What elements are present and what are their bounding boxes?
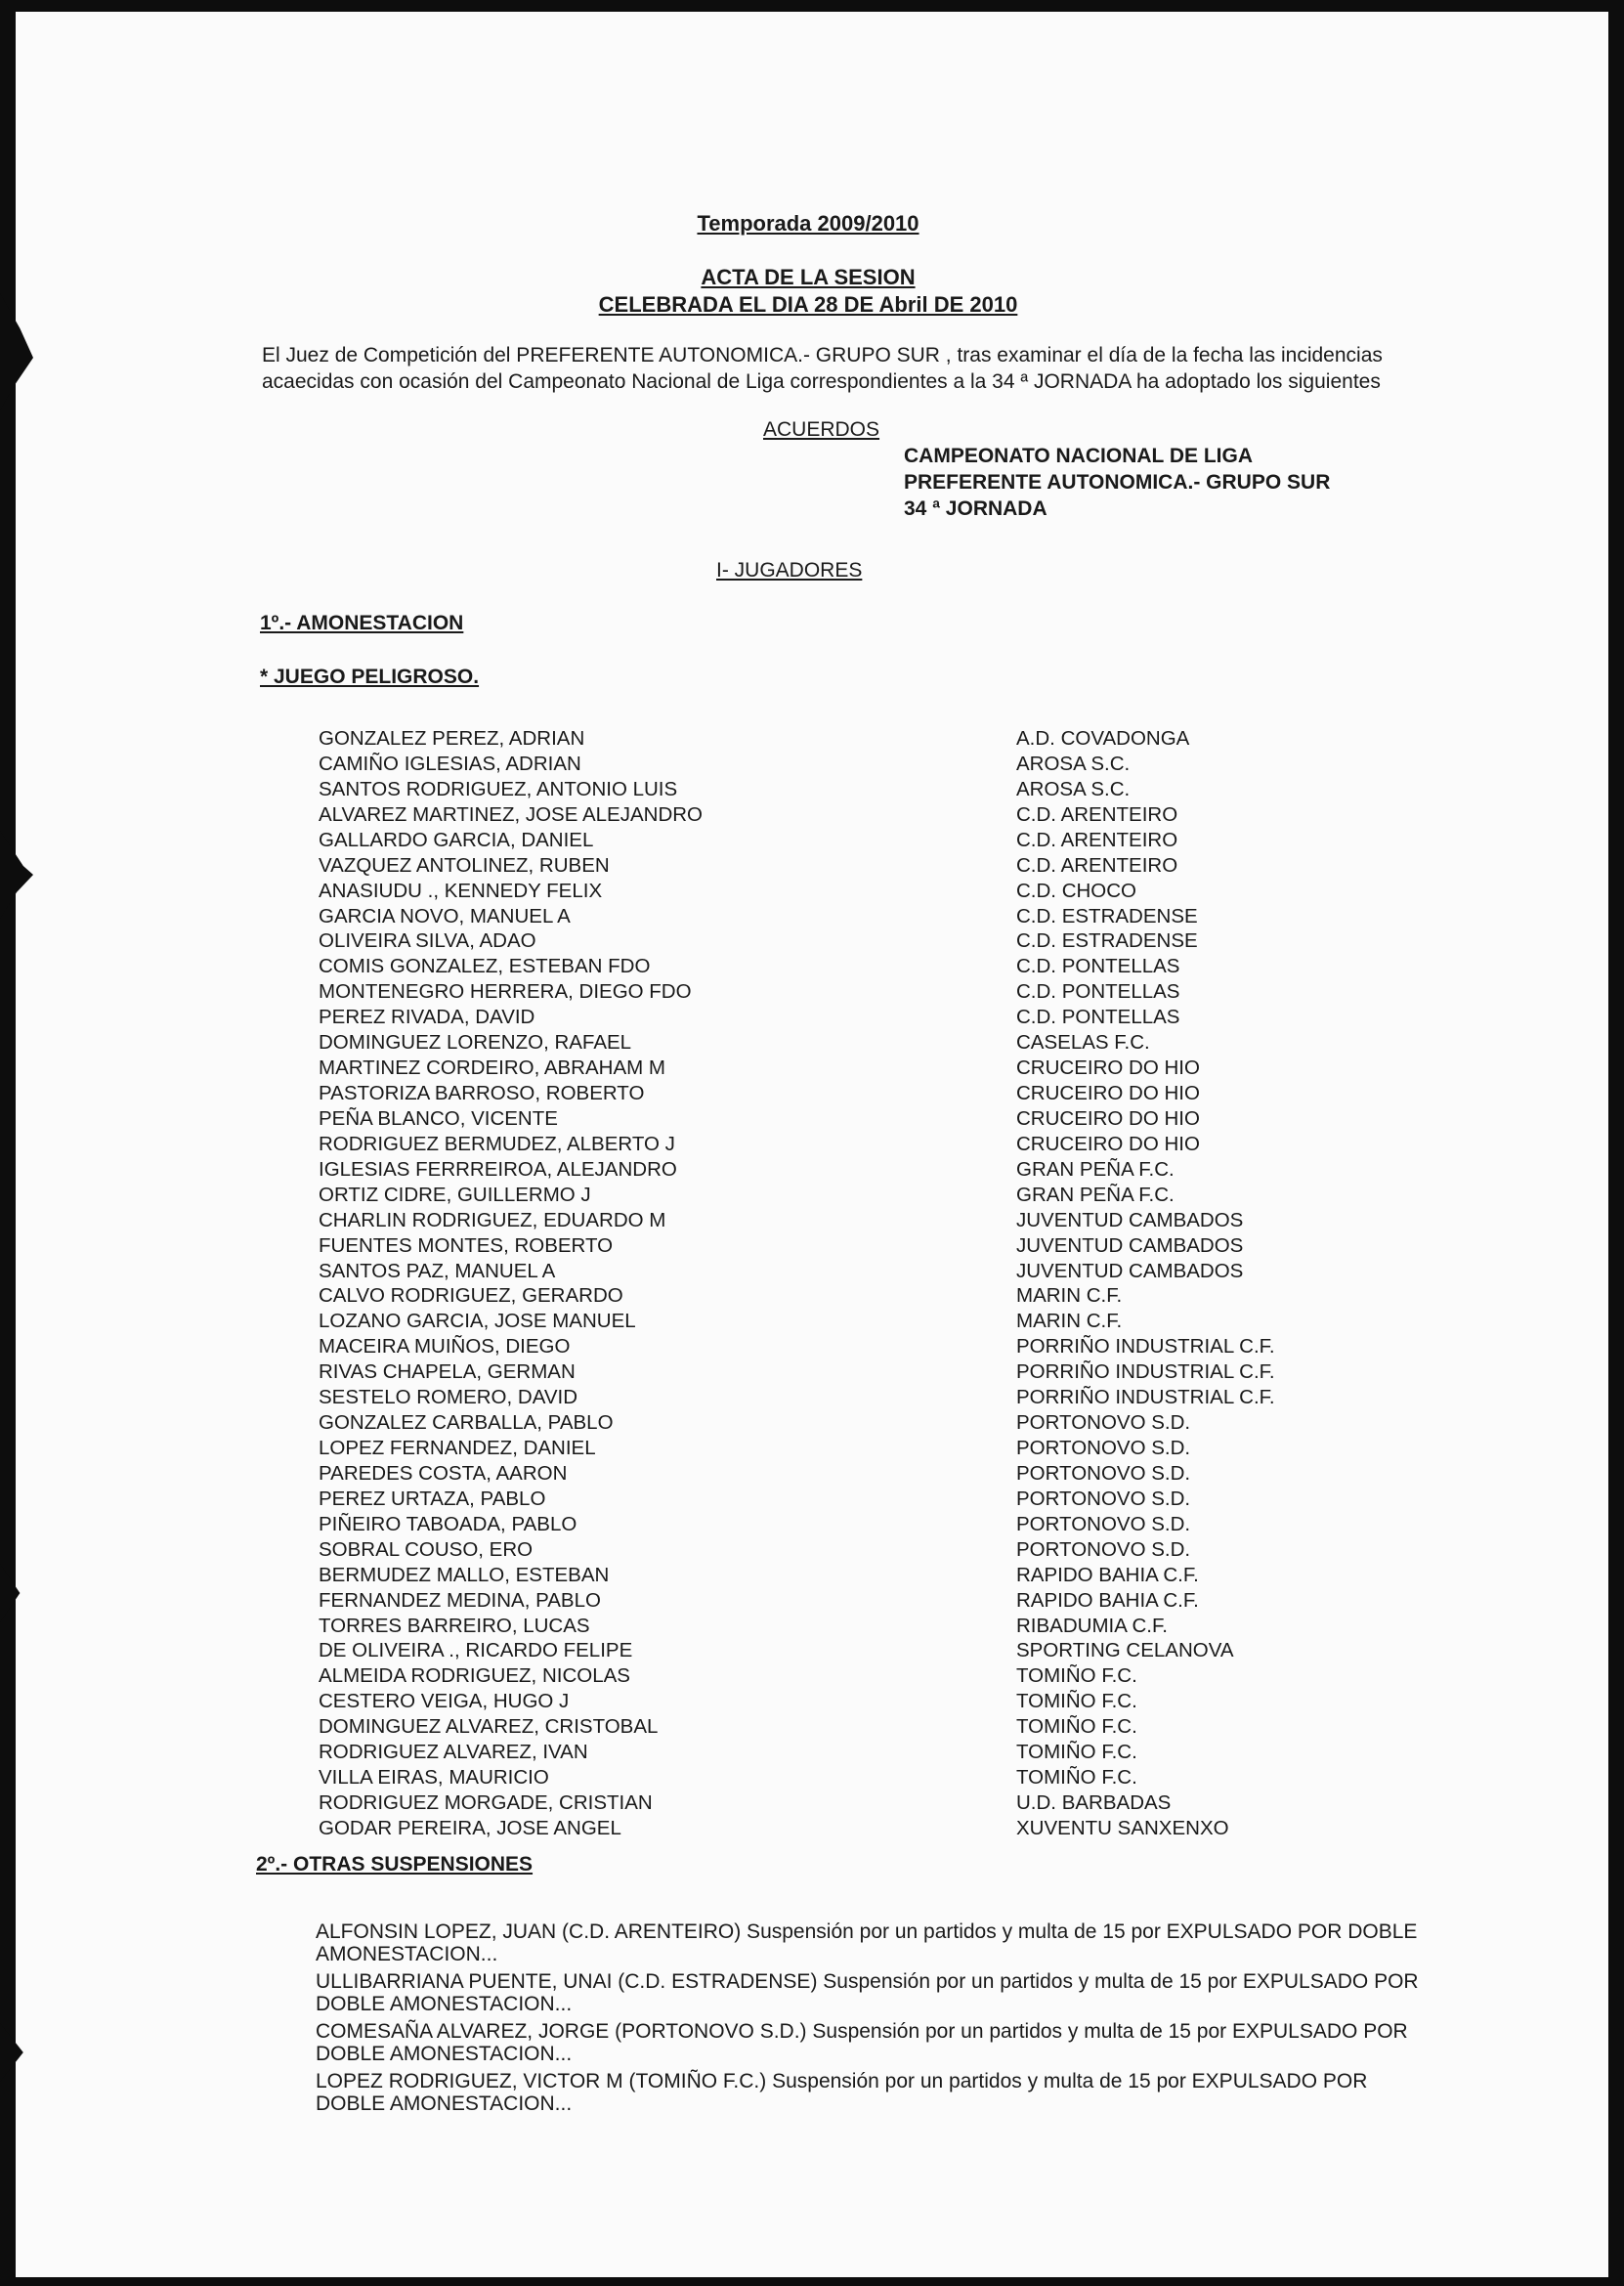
player-club: C.D. CHOCO bbox=[1016, 879, 1136, 902]
player-row bbox=[16, 905, 1608, 930]
player-club: TOMIÑO F.C. bbox=[1016, 1741, 1137, 1764]
player-name: GODAR PEREIRA, JOSE ANGEL bbox=[319, 1816, 621, 1839]
player-club: PORTONOVO S.D. bbox=[1016, 1512, 1191, 1535]
acta-date: CELEBRADA EL DIA 28 DE Abril DE 2010 bbox=[598, 292, 1018, 317]
player-club: AROSA S.C. bbox=[1016, 752, 1131, 775]
suspension-1-line-2: AMONESTACION... bbox=[316, 1943, 498, 1965]
player-club: A.D. COVADONGA bbox=[1016, 727, 1190, 750]
player-club: C.D. ARENTEIRO bbox=[1016, 853, 1178, 877]
otras-suspensiones-heading: 2º.- OTRAS SUSPENSIONES bbox=[256, 1853, 534, 1876]
player-row bbox=[16, 1310, 1608, 1335]
player-club: C.D. PONTELLAS bbox=[1016, 1006, 1180, 1029]
player-club: CRUCEIRO DO HIO bbox=[1016, 1057, 1200, 1080]
player-row bbox=[16, 1462, 1608, 1488]
player-club: PORTONOVO S.D. bbox=[1016, 1411, 1191, 1435]
player-name: MACEIRA MUIÑOS, DIEGO bbox=[319, 1335, 571, 1359]
player-row bbox=[16, 1284, 1608, 1310]
player-row bbox=[16, 1057, 1608, 1082]
player-row bbox=[16, 1031, 1608, 1057]
suspension-3-line-1: COMESAÑA ALVAREZ, JORGE (PORTONOVO S.D.) Suspensión por un partidos y multa de 15 por EXPULSADO POR bbox=[316, 2020, 1408, 2043]
player-name: SANTOS PAZ, MANUEL A bbox=[319, 1259, 556, 1282]
player-club: RAPIDO BAHIA C.F. bbox=[1016, 1588, 1199, 1612]
player-name: CALVO RODRIGUEZ, GERARDO bbox=[319, 1284, 623, 1308]
player-name: PAREDES COSTA, AARON bbox=[319, 1461, 568, 1485]
player-club: CRUCEIRO DO HIO bbox=[1016, 1106, 1200, 1130]
player-name: ALMEIDA RODRIGUEZ, NICOLAS bbox=[319, 1664, 630, 1688]
suspension-4-line-1: LOPEZ RODRIGUEZ, VICTOR M (TOMIÑO F.C.) Suspensión por un partidos y multa de 15 por EXPULSADO POR bbox=[316, 2070, 1368, 2092]
player-club: JUVENTUD CAMBADOS bbox=[1016, 1233, 1244, 1257]
player-name: ANASIUDU ., KENNEDY FELIX bbox=[319, 879, 603, 902]
player-row bbox=[16, 955, 1608, 980]
player-name: VAZQUEZ ANTOLINEZ, RUBEN bbox=[319, 853, 610, 877]
acuerdos-heading: ACUERDOS bbox=[763, 418, 880, 441]
player-name: TORRES BARREIRO, LUCAS bbox=[319, 1614, 590, 1637]
player-club: PORTONOVO S.D. bbox=[1016, 1537, 1191, 1561]
intro-paragraph-line-2: acaecidas con ocasión del Campeonato Nacional de Liga correspondientes a la 34 ª JORNADA ha adoptado los siguientes bbox=[262, 370, 1381, 393]
player-row bbox=[16, 1615, 1608, 1640]
player-row bbox=[16, 1715, 1608, 1741]
player-row bbox=[16, 778, 1608, 803]
player-row bbox=[16, 829, 1608, 854]
player-club: C.D. ARENTEIRO bbox=[1016, 802, 1178, 826]
player-name: PIÑEIRO TABOADA, PABLO bbox=[319, 1512, 577, 1535]
player-name: PEREZ URTAZA, PABLO bbox=[319, 1487, 546, 1510]
player-name: RODRIGUEZ ALVAREZ, IVAN bbox=[319, 1741, 588, 1764]
player-name: GARCIA NOVO, MANUEL A bbox=[319, 904, 571, 927]
player-name: GONZALEZ CARBALLA, PABLO bbox=[319, 1411, 614, 1435]
player-club: MARIN C.F. bbox=[1016, 1284, 1123, 1308]
player-name: DOMINGUEZ ALVAREZ, CRISTOBAL bbox=[319, 1715, 659, 1739]
player-name: RIVAS CHAPELA, GERMAN bbox=[319, 1360, 576, 1384]
player-club: SPORTING CELANOVA bbox=[1016, 1639, 1234, 1662]
player-club: C.D. PONTELLAS bbox=[1016, 955, 1180, 978]
player-name: CESTERO VEIGA, HUGO J bbox=[319, 1690, 570, 1713]
player-name: RODRIGUEZ MORGADE, CRISTIAN bbox=[319, 1791, 653, 1815]
player-row bbox=[16, 1791, 1608, 1817]
suspension-2-line-1: ULLIBARRIANA PUENTE, UNAI (C.D. ESTRADENSE) Suspensión por un partidos y multa de 15 por EXPULSADO POR bbox=[316, 1970, 1419, 1993]
player-name: ALVAREZ MARTINEZ, JOSE ALEJANDRO bbox=[319, 802, 704, 826]
player-row bbox=[16, 1817, 1608, 1842]
player-name: DE OLIVEIRA ., RICARDO FELIPE bbox=[319, 1639, 633, 1662]
championship-line-2: PREFERENTE AUTONOMICA.- GRUPO SUR bbox=[904, 471, 1331, 494]
player-name: IGLESIAS FERRREIROA, ALEJANDRO bbox=[319, 1157, 677, 1181]
player-row bbox=[16, 1006, 1608, 1031]
player-name: OLIVEIRA SILVA, ADAO bbox=[319, 929, 536, 953]
player-club: C.D. ESTRADENSE bbox=[1016, 904, 1198, 927]
player-row bbox=[16, 1664, 1608, 1690]
player-club: TOMIÑO F.C. bbox=[1016, 1766, 1137, 1790]
player-row bbox=[16, 980, 1608, 1006]
player-club: RAPIDO BAHIA C.F. bbox=[1016, 1563, 1199, 1586]
player-row bbox=[16, 1335, 1608, 1360]
player-name: BERMUDEZ MALLO, ESTEBAN bbox=[319, 1563, 610, 1586]
player-row bbox=[16, 1082, 1608, 1107]
season-title: Temporada 2009/2010 bbox=[697, 211, 919, 236]
player-row bbox=[16, 1513, 1608, 1538]
player-row bbox=[16, 880, 1608, 905]
player-name: ORTIZ CIDRE, GUILLERMO J bbox=[319, 1183, 591, 1206]
player-name: CAMIÑO IGLESIAS, ADRIAN bbox=[319, 752, 581, 775]
player-club: AROSA S.C. bbox=[1016, 777, 1131, 800]
document-page bbox=[16, 12, 1608, 2277]
suspension-1-line-1: ALFONSIN LOPEZ, JUAN (C.D. ARENTEIRO) Suspensión por un partidos y multa de 15 por EXPULSADO POR DOBLE bbox=[316, 1920, 1418, 1943]
player-row bbox=[16, 1209, 1608, 1234]
player-row bbox=[16, 1133, 1608, 1158]
player-name: SOBRAL COUSO, ERO bbox=[319, 1537, 534, 1561]
player-club: TOMIÑO F.C. bbox=[1016, 1664, 1137, 1688]
player-row bbox=[16, 1158, 1608, 1184]
player-row bbox=[16, 1488, 1608, 1513]
player-name: COMIS GONZALEZ, ESTEBAN FDO bbox=[319, 955, 651, 978]
player-row bbox=[16, 753, 1608, 778]
player-name: FUENTES MONTES, ROBERTO bbox=[319, 1233, 614, 1257]
player-club: TOMIÑO F.C. bbox=[1016, 1690, 1137, 1713]
player-club: GRAN PEÑA F.C. bbox=[1016, 1183, 1175, 1206]
player-club: U.D. BARBADAS bbox=[1016, 1791, 1172, 1815]
section-jugadores-heading: I- JUGADORES bbox=[716, 559, 863, 582]
player-row bbox=[16, 1260, 1608, 1285]
player-name: LOZANO GARCIA, JOSE MANUEL bbox=[319, 1310, 636, 1333]
player-name: FERNANDEZ MEDINA, PABLO bbox=[319, 1588, 601, 1612]
player-row bbox=[16, 1234, 1608, 1260]
player-row bbox=[16, 854, 1608, 880]
player-club: C.D. ARENTEIRO bbox=[1016, 828, 1178, 851]
player-name: MONTENEGRO HERRERA, DIEGO FDO bbox=[319, 980, 692, 1004]
player-row bbox=[16, 1437, 1608, 1462]
player-club: C.D. PONTELLAS bbox=[1016, 980, 1180, 1004]
player-name: SESTELO ROMERO, DAVID bbox=[319, 1386, 578, 1409]
player-name: VILLA EIRAS, MAURICIO bbox=[319, 1766, 549, 1790]
intro-paragraph-line-1: El Juez de Competición del PREFERENTE AUTONOMICA.- GRUPO SUR , tras examinar el día de la fecha las incidencias bbox=[262, 344, 1383, 367]
player-name: CHARLIN RODRIGUEZ, EDUARDO M bbox=[319, 1208, 666, 1231]
player-row bbox=[16, 929, 1608, 955]
player-club: MARIN C.F. bbox=[1016, 1310, 1123, 1333]
player-club: PORRIÑO INDUSTRIAL C.F. bbox=[1016, 1360, 1275, 1384]
amonestacion-heading: 1º.- AMONESTACION bbox=[260, 612, 464, 634]
player-club: CASELAS F.C. bbox=[1016, 1031, 1150, 1055]
juego-peligroso-heading: * JUEGO PELIGROSO. bbox=[260, 666, 480, 688]
player-row bbox=[16, 1741, 1608, 1766]
player-name: GALLARDO GARCIA, DANIEL bbox=[319, 828, 594, 851]
player-club: PORTONOVO S.D. bbox=[1016, 1487, 1191, 1510]
player-row bbox=[16, 1107, 1608, 1133]
player-club: TOMIÑO F.C. bbox=[1016, 1715, 1137, 1739]
player-row bbox=[16, 1411, 1608, 1437]
player-name: GONZALEZ PEREZ, ADRIAN bbox=[319, 727, 585, 750]
player-name: PASTORIZA BARROSO, ROBERTO bbox=[319, 1082, 645, 1105]
player-row bbox=[16, 1564, 1608, 1589]
player-club: PORTONOVO S.D. bbox=[1016, 1437, 1191, 1460]
player-club: PORRIÑO INDUSTRIAL C.F. bbox=[1016, 1335, 1275, 1359]
player-row bbox=[16, 803, 1608, 829]
player-row bbox=[16, 1766, 1608, 1791]
player-club: XUVENTU SANXENXO bbox=[1016, 1816, 1229, 1839]
player-club: PORTONOVO S.D. bbox=[1016, 1461, 1191, 1485]
player-name: PEREZ RIVADA, DAVID bbox=[319, 1006, 535, 1029]
player-row bbox=[16, 1589, 1608, 1615]
player-name: MARTINEZ CORDEIRO, ABRAHAM M bbox=[319, 1057, 665, 1080]
suspension-2-line-2: DOBLE AMONESTACION... bbox=[316, 1993, 573, 2015]
championship-line-3: 34 ª JORNADA bbox=[904, 497, 1047, 520]
player-club: PORRIÑO INDUSTRIAL C.F. bbox=[1016, 1386, 1275, 1409]
player-club: CRUCEIRO DO HIO bbox=[1016, 1132, 1200, 1155]
championship-line-1: CAMPEONATO NACIONAL DE LIGA bbox=[904, 445, 1254, 467]
player-club: GRAN PEÑA F.C. bbox=[1016, 1157, 1175, 1181]
player-row bbox=[16, 1184, 1608, 1209]
player-row bbox=[16, 1690, 1608, 1715]
player-name: LOPEZ FERNANDEZ, DANIEL bbox=[319, 1437, 596, 1460]
player-row bbox=[16, 1386, 1608, 1411]
player-name: RODRIGUEZ BERMUDEZ, ALBERTO J bbox=[319, 1132, 675, 1155]
acta-title: ACTA DE LA SESION bbox=[701, 265, 916, 289]
player-name: DOMINGUEZ LORENZO, RAFAEL bbox=[319, 1031, 632, 1055]
player-club: C.D. ESTRADENSE bbox=[1016, 929, 1198, 953]
player-club: JUVENTUD CAMBADOS bbox=[1016, 1259, 1244, 1282]
suspension-3-line-2: DOBLE AMONESTACION... bbox=[316, 2043, 573, 2065]
player-club: CRUCEIRO DO HIO bbox=[1016, 1082, 1200, 1105]
player-name: PEÑA BLANCO, VICENTE bbox=[319, 1106, 558, 1130]
player-row bbox=[16, 1639, 1608, 1664]
player-club: RIBADUMIA C.F. bbox=[1016, 1614, 1168, 1637]
player-row bbox=[16, 727, 1608, 753]
suspension-4-line-2: DOBLE AMONESTACION... bbox=[316, 2092, 573, 2115]
player-club: JUVENTUD CAMBADOS bbox=[1016, 1208, 1244, 1231]
player-name: SANTOS RODRIGUEZ, ANTONIO LUIS bbox=[319, 777, 678, 800]
player-row bbox=[16, 1360, 1608, 1386]
player-row bbox=[16, 1538, 1608, 1564]
